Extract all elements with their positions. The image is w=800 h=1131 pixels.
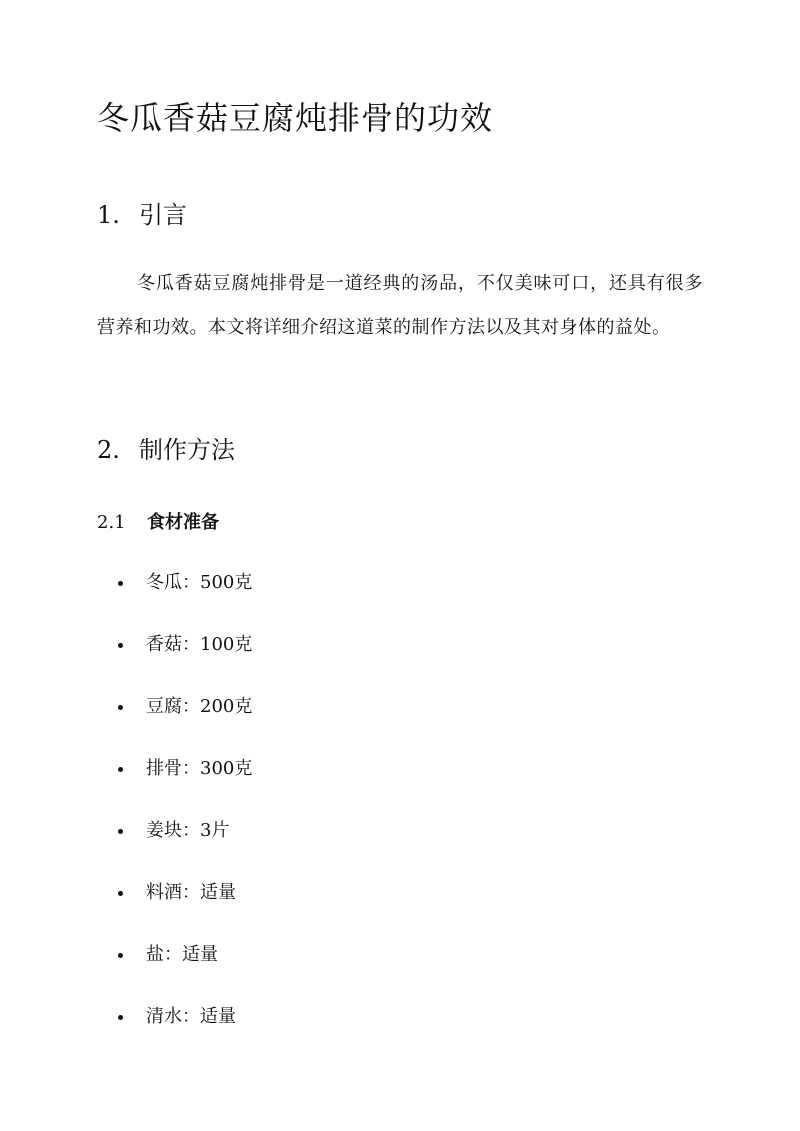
list-item-text: 清水：适量 <box>146 1006 236 1027</box>
bullet-icon <box>118 767 123 772</box>
section-heading-method <box>97 430 235 465</box>
list-item <box>118 816 252 878</box>
subsection-number: 2.1 <box>97 512 126 533</box>
list-item <box>118 940 252 1002</box>
bullet-icon <box>118 829 123 834</box>
list-item-text: 料酒：适量 <box>146 882 236 903</box>
list-item-text: 豆腐：200克 <box>146 696 253 717</box>
list-item-text: 排骨：300克 <box>146 758 253 779</box>
list-item <box>118 630 252 692</box>
list-item <box>118 878 252 940</box>
introduction-paragraph: 冬瓜香菇豆腐炖排骨是一道经典的汤品，不仅美味可口，还具有很多营养和功效。本文将详细介绍这道菜的制作方法以及其对身体的益处。 <box>97 273 703 338</box>
list-item <box>118 754 252 816</box>
list-item <box>118 1002 252 1064</box>
ingredient-list <box>118 568 252 1064</box>
document-title: 冬瓜香菇豆腐炖排骨的功效 <box>97 99 494 137</box>
section-number: 1. <box>97 201 120 229</box>
section-heading-introduction <box>97 195 187 230</box>
bullet-icon <box>118 581 123 586</box>
subsection-title: 食材准备 <box>147 512 219 533</box>
list-item-text: 盐：适量 <box>146 944 218 965</box>
bullet-icon <box>118 891 123 896</box>
bullet-icon <box>118 1015 123 1020</box>
list-item-text: 姜块：3片 <box>146 820 230 841</box>
section-title: 引言 <box>139 201 187 229</box>
list-item-text: 香菇：100克 <box>146 634 253 655</box>
bullet-icon <box>118 705 123 710</box>
bullet-icon <box>118 643 123 648</box>
bullet-icon <box>118 953 123 958</box>
subsection-heading-ingredients <box>97 508 219 534</box>
list-item <box>118 568 252 630</box>
section-title: 制作方法 <box>139 436 235 464</box>
list-item-text: 冬瓜：500克 <box>146 572 253 593</box>
list-item <box>118 692 252 754</box>
section-number: 2. <box>97 436 120 464</box>
